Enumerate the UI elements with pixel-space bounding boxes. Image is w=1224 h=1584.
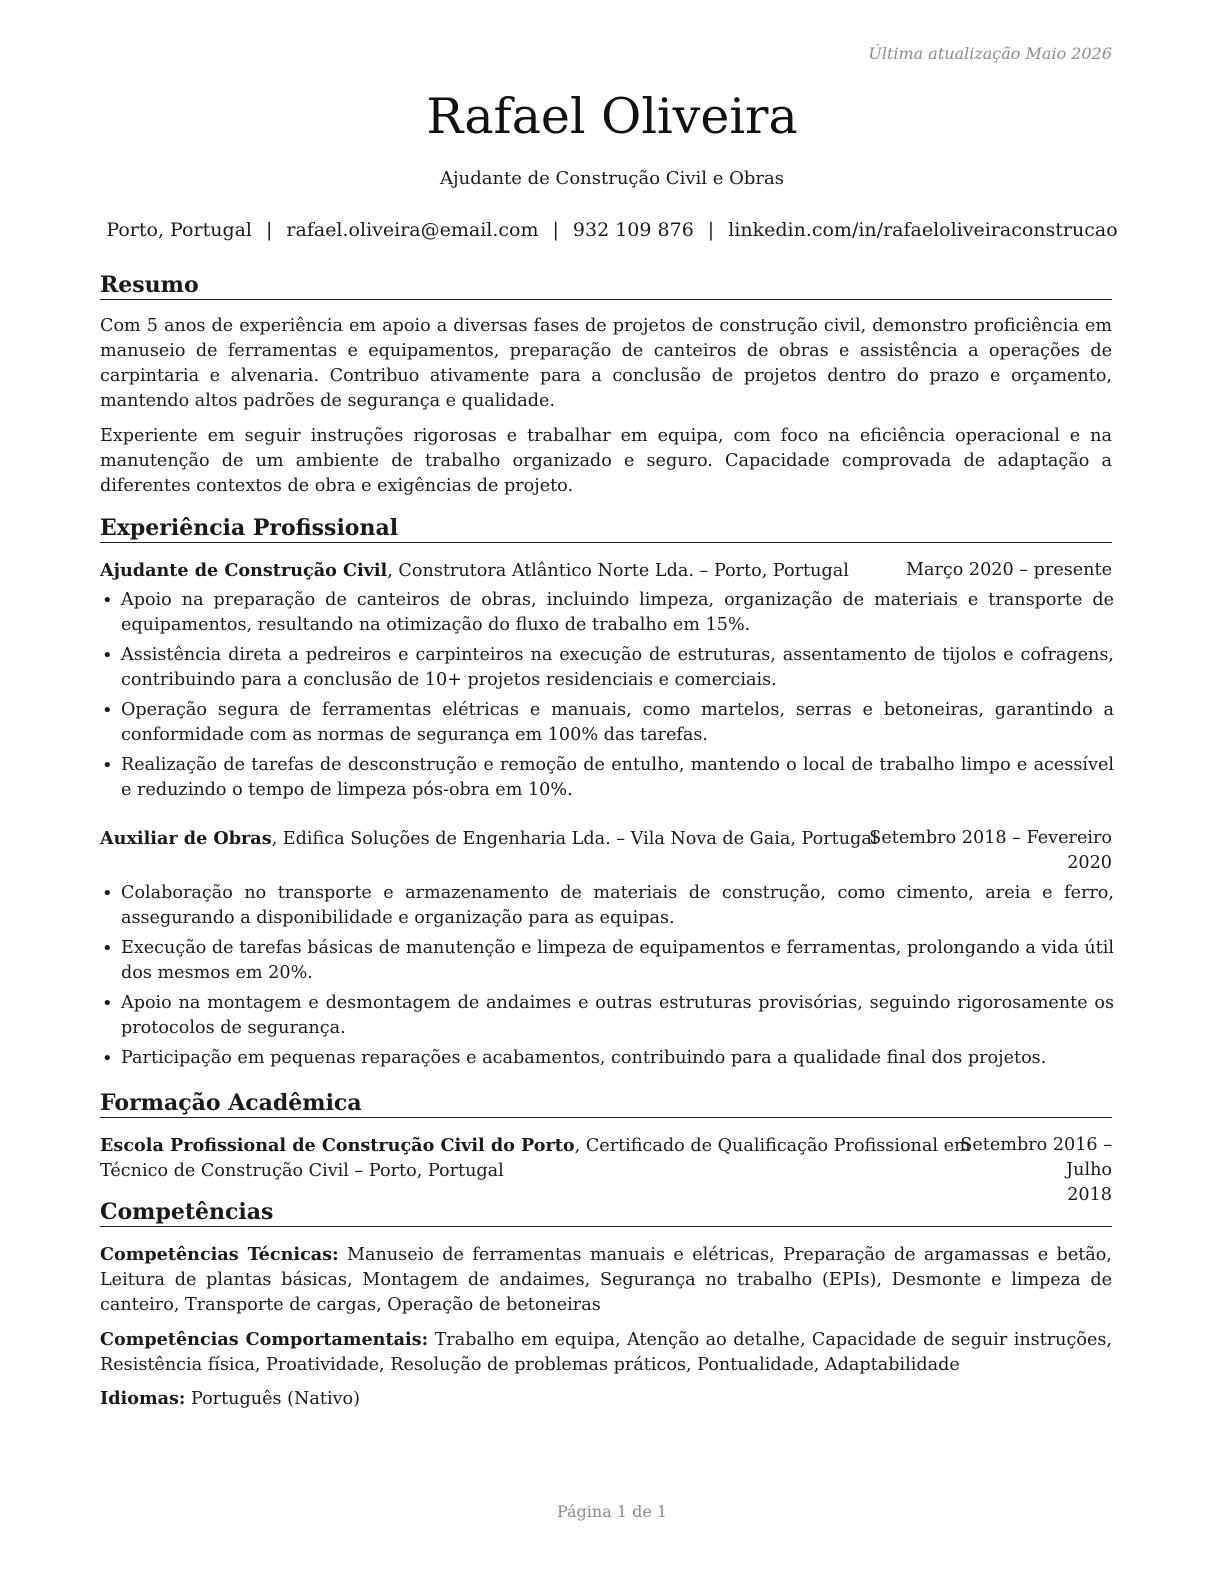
skills-languages: [100, 1386, 1112, 1412]
separator: |: [266, 219, 273, 241]
education-dates-line: 2018: [1067, 1185, 1112, 1205]
list-item: • Realização de tarefas de desconstrução e remoção de entulho, mantendo o local de trabalho limpo e acessível e reduzindo o tempo de limpeza pós-obra em 10%.: [100, 753, 1114, 803]
section-title-experience: Experiência Profissional: [100, 515, 1112, 543]
skills-technical-label: Competências Técnicas:: [100, 1244, 339, 1265]
contact-location: Porto, Portugal: [106, 219, 253, 241]
education-degree: , Certificado de Qualificação Profissional em Técnico de Construção Civil – Porto, Portugal: [100, 1136, 971, 1181]
skills-technical: [100, 1242, 1112, 1318]
job-role: Auxiliar de Obras: [100, 828, 272, 849]
separator: |: [707, 219, 715, 241]
list-item: • Operação segura de ferramentas elétricas e manuais, como martelos, serras e betoneiras, garantindo a conformidade com as normas de segurança em 100% das tarefas.: [100, 698, 1114, 748]
education-entry: [100, 1133, 1112, 1205]
job-company: , Construtora Atlântico Norte Lda. – Porto, Portugal: [387, 561, 849, 581]
list-item: • Participação em pequenas reparações e acabamentos, contribuindo para a qualidade final dos projetos.: [100, 1046, 1114, 1071]
skills-languages-label: Idiomas:: [100, 1388, 186, 1409]
list-item: • Colaboração no transporte e armazenamento de materiais de construção, como cimento, areia e ferro, assegurando a disponibilidade e organização para as equipas.: [100, 881, 1114, 931]
job-dates-line: 2020: [1067, 853, 1112, 873]
job-dates: Março 2020 – presente: [905, 560, 1112, 580]
job-header: [100, 558, 1112, 584]
list-item: • Execução de tarefas básicas de manutenção e limpeza de equipamentos e ferramentas, prolongando a vida útil dos mesmos em 20%.: [100, 936, 1114, 986]
job-role: Ajudante de Construção Civil: [100, 560, 388, 581]
job-header: [100, 826, 1112, 873]
education-dates-line: Setembro 2016 – Julho: [960, 1135, 1112, 1180]
contact-phone[interactable]: 932 109 876: [572, 219, 694, 241]
list-item: • Apoio na montagem e desmontagem de andaimes e outras estruturas provisórias, seguindo rigorosamente os protocolos de segurança.: [100, 991, 1114, 1041]
education-school: Escola Profissional de Construção Civil do Porto: [100, 1135, 575, 1156]
job-company: , Edifica Soluções de Engenharia Lda. – Vila Nova de Gaia, Portugal: [271, 829, 878, 849]
section-title-education: Formação Acadêmica: [100, 1090, 1112, 1118]
contact-email[interactable]: rafael.oliveira@email.com: [286, 219, 539, 241]
education-dates: [952, 1133, 1112, 1208]
contact-linkedin[interactable]: linkedin.com/in/rafaeloliveiraconstrucao: [728, 219, 1118, 241]
skills-languages-text: Português (Nativo): [185, 1389, 360, 1409]
section-title-skills: Competências: [100, 1199, 1112, 1227]
skills-technical-text: Manuseio de ferramentas manuais e elétricas, Preparação de argamassas e betão, Leitura de plantas básicas, Montagem de andaimes, Segurança no trabalho (EPIs), Desmonte e limpeza de canteiro, Transporte de cargas, Operação de betoneiras: [100, 1245, 1112, 1315]
skills-soft-label: Competências Comportamentais:: [100, 1329, 429, 1350]
section-title-summary: Resumo: [100, 272, 1112, 300]
education-text: [100, 1133, 980, 1184]
list-item: • Assistência direta a pedreiros e carpinteiros na execução de estruturas, assentamento de tijolos e cofragens, contribuindo para a conclusão de 10+ projetos residenciais e comerciais.: [100, 643, 1114, 693]
list-item: • Apoio na preparação de canteiros de obras, incluindo limpeza, organização de materiais e transporte de equipamentos, resultando na otimização do fluxo de trabalho em 15%.: [100, 588, 1114, 638]
headline: Ajudante de Construção Civil e Obras: [440, 168, 784, 189]
page-footer: Página 1 de 1: [556, 1502, 668, 1521]
job-bullets: [100, 881, 1114, 1076]
last-updated: Última atualização Maio 2026: [868, 44, 1112, 63]
separator: |: [552, 219, 559, 241]
job-dates-line: Setembro 2018 – Fevereiro: [869, 828, 1112, 848]
skills-soft-text: Trabalho em equipa, Atenção ao detalhe, Capacidade de seguir instruções, Resistência física, Proatividade, Resolução de problemas práticos, Pontualidade, Adaptabilidade: [100, 1330, 1112, 1375]
skills-soft: [100, 1327, 1112, 1378]
summary-paragraph: Com 5 anos de experiência em apoio a diversas fases de projetos de construção civil, demonstro proficiência em manuseio de ferramentas e equipamentos, preparação de canteiros de obras e assistência a operações de carpintaria e alvenaria. Contribuo ativamente para a conclusão de projetos dentro do prazo e orçamento, mantendo altos padrões de segurança e qualidade.: [100, 316, 1112, 411]
job-bullets: [100, 588, 1114, 808]
summary-paragraph: Experiente em seguir instruções rigorosas e trabalhar em equipa, com foco na eficiência operacional e na manutenção de um ambiente de trabalho organizado e seguro. Capacidade comprovada de adaptação a diferentes contextos de obra e exigências de projeto.: [100, 426, 1112, 496]
contact-line: [0, 219, 1224, 241]
candidate-name: Rafael Oliveira: [426, 88, 798, 145]
job-dates: [869, 826, 1112, 876]
